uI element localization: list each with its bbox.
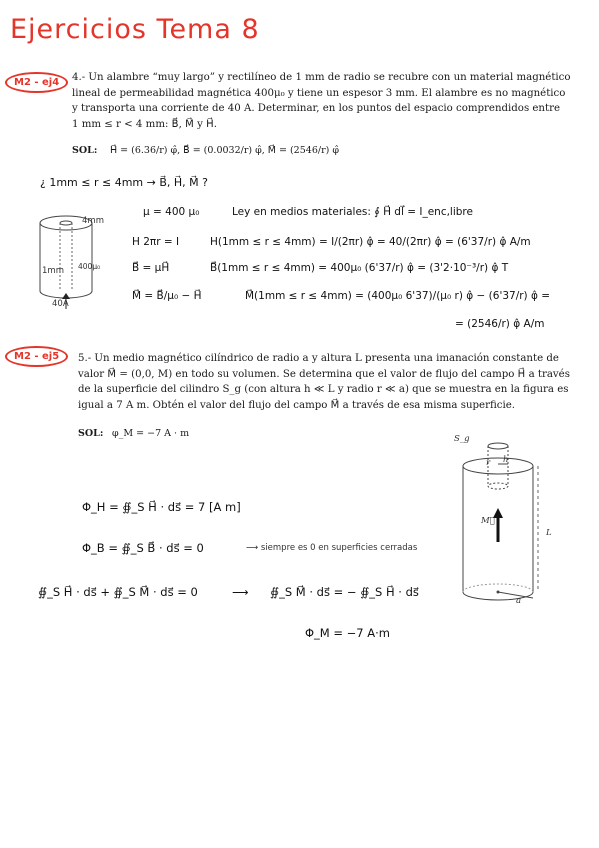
figure-label-4mm: 4mm [82,216,104,226]
figure-label-sg: S_g [454,434,470,444]
handwritten-h2pir: H 2πr = I [132,236,180,248]
handwritten-question: ¿ 1mm ≤ r ≤ 4mm → B⃗, H⃗, M⃗ ? [40,176,208,189]
handwritten-flux-sum: ∯_S H⃗ · ds⃗ + ∯_S M⃗ · ds⃗ = 0 [38,585,198,599]
statement-line: lineal de permeabilidad magnética 400μ₀ y tiene un espesor 3 mm. El alambre es no magnético [72,87,566,99]
handwritten-arrow: ⟶ [232,585,249,599]
handwritten-ampere-law: Ley en medios materiales: ∮ H⃗ dl⃗ = I_enc,libre [232,206,473,218]
handwritten-m-result: = (2546/r) φ̂ A/m [455,318,545,330]
statement-line: valor M⃗ = (0,0, M) en todo su volumen. Se determina que el valor de flujo del campo H⃗ a través [78,368,570,380]
statement-line: 4.- Un alambre “muy largo” y rectilíneo de 1 mm de radio se recubre con un material magnético [72,72,571,83]
figure-label-h: h [503,455,509,465]
figure-label-1mm: 1mm [42,266,64,276]
handwritten-phi-b: Φ_B = ∯_S B⃗ · ds⃗ = 0 [82,541,204,555]
figure-label-a: a [516,596,522,606]
figure-label-m: M⃗ [481,516,495,526]
problem-5-sol-label: SOL: [78,428,104,439]
figure-label-40a: 40A [52,299,69,309]
problem-4-sol-label: SOL: [72,145,98,156]
page-title: Ejercicios Tema 8 [10,14,260,45]
statement-line: 5.- Un medio magnético cilíndrico de radio a y altura L presenta una imanación constante de [78,353,559,364]
handwritten-h-equation: H(1mm ≤ r ≤ 4mm) = I/(2πr) φ̂ = 40/(2πr) φ̂ = (6'37/r) φ̂ A/m [210,236,531,248]
handwritten-phi-b-note: ⟶ siempre es 0 en superficies cerradas [246,543,418,553]
handwritten-final-answer: Φ_M = −7 A·m [305,626,391,640]
handwritten-m-equation: M⃗(1mm ≤ r ≤ 4mm) = (400μ₀ 6'37)/(μ₀ r) φ̂ − (6'37/r) φ̂ = [245,290,551,302]
problem-5-statement [78,351,578,413]
handwritten-b-def: B⃗ = μH⃗ [132,262,170,274]
handwritten-mu: μ = 400 μ₀ [143,206,200,218]
problem-5-tag: M2 - ej5 [5,346,68,367]
handwritten-flux-result: ∯_S M⃗ · ds⃗ = − ∯_S H⃗ · ds⃗ [270,585,419,599]
problem-5-solution: φ_M = −7 A · m [112,428,190,439]
statement-line: igual a 7 A m. Obtén el valor del flujo del campo M⃗ a través de esa misma superficie. [78,399,515,411]
magnetized-cylinder-figure [450,432,590,610]
problem-4-statement [72,70,572,132]
figure-label-r: r [486,458,491,468]
statement-line: de la superficie del cilindro S_g (con altura h ≪ L y radio r ≪ a) que se muestra en la figura es [78,384,569,395]
handwritten-b-equation: B⃗(1mm ≤ r ≤ 4mm) = 400μ₀ (6'37/r) φ̂ = (3'2·10⁻³/r) φ̂ T [210,262,509,274]
problem-4-tag: M2 - ej4 [5,72,68,93]
handwritten-m-def: M⃗ = B⃗/μ₀ − H⃗ [132,290,202,302]
figure-label-l: L [546,528,552,538]
handwritten-phi-h: Φ_H = ∯_S H⃗ · ds⃗ = 7 [A m] [82,500,241,514]
statement-line: y transporta una corriente de 40 A. Determinar, en los puntos del espacio comprendidos entre [72,103,560,114]
problem-4-solution: H⃗ = (6.36/r) φ̂, B⃗ = (0.0032/r) φ̂, M⃗ = (2546/r) φ̂ [110,145,339,156]
figure-label-400: 400μ₀ [78,262,101,271]
statement-line: 1 mm ≤ r < 4 mm: B⃗, M⃗ y H⃗. [72,118,218,130]
